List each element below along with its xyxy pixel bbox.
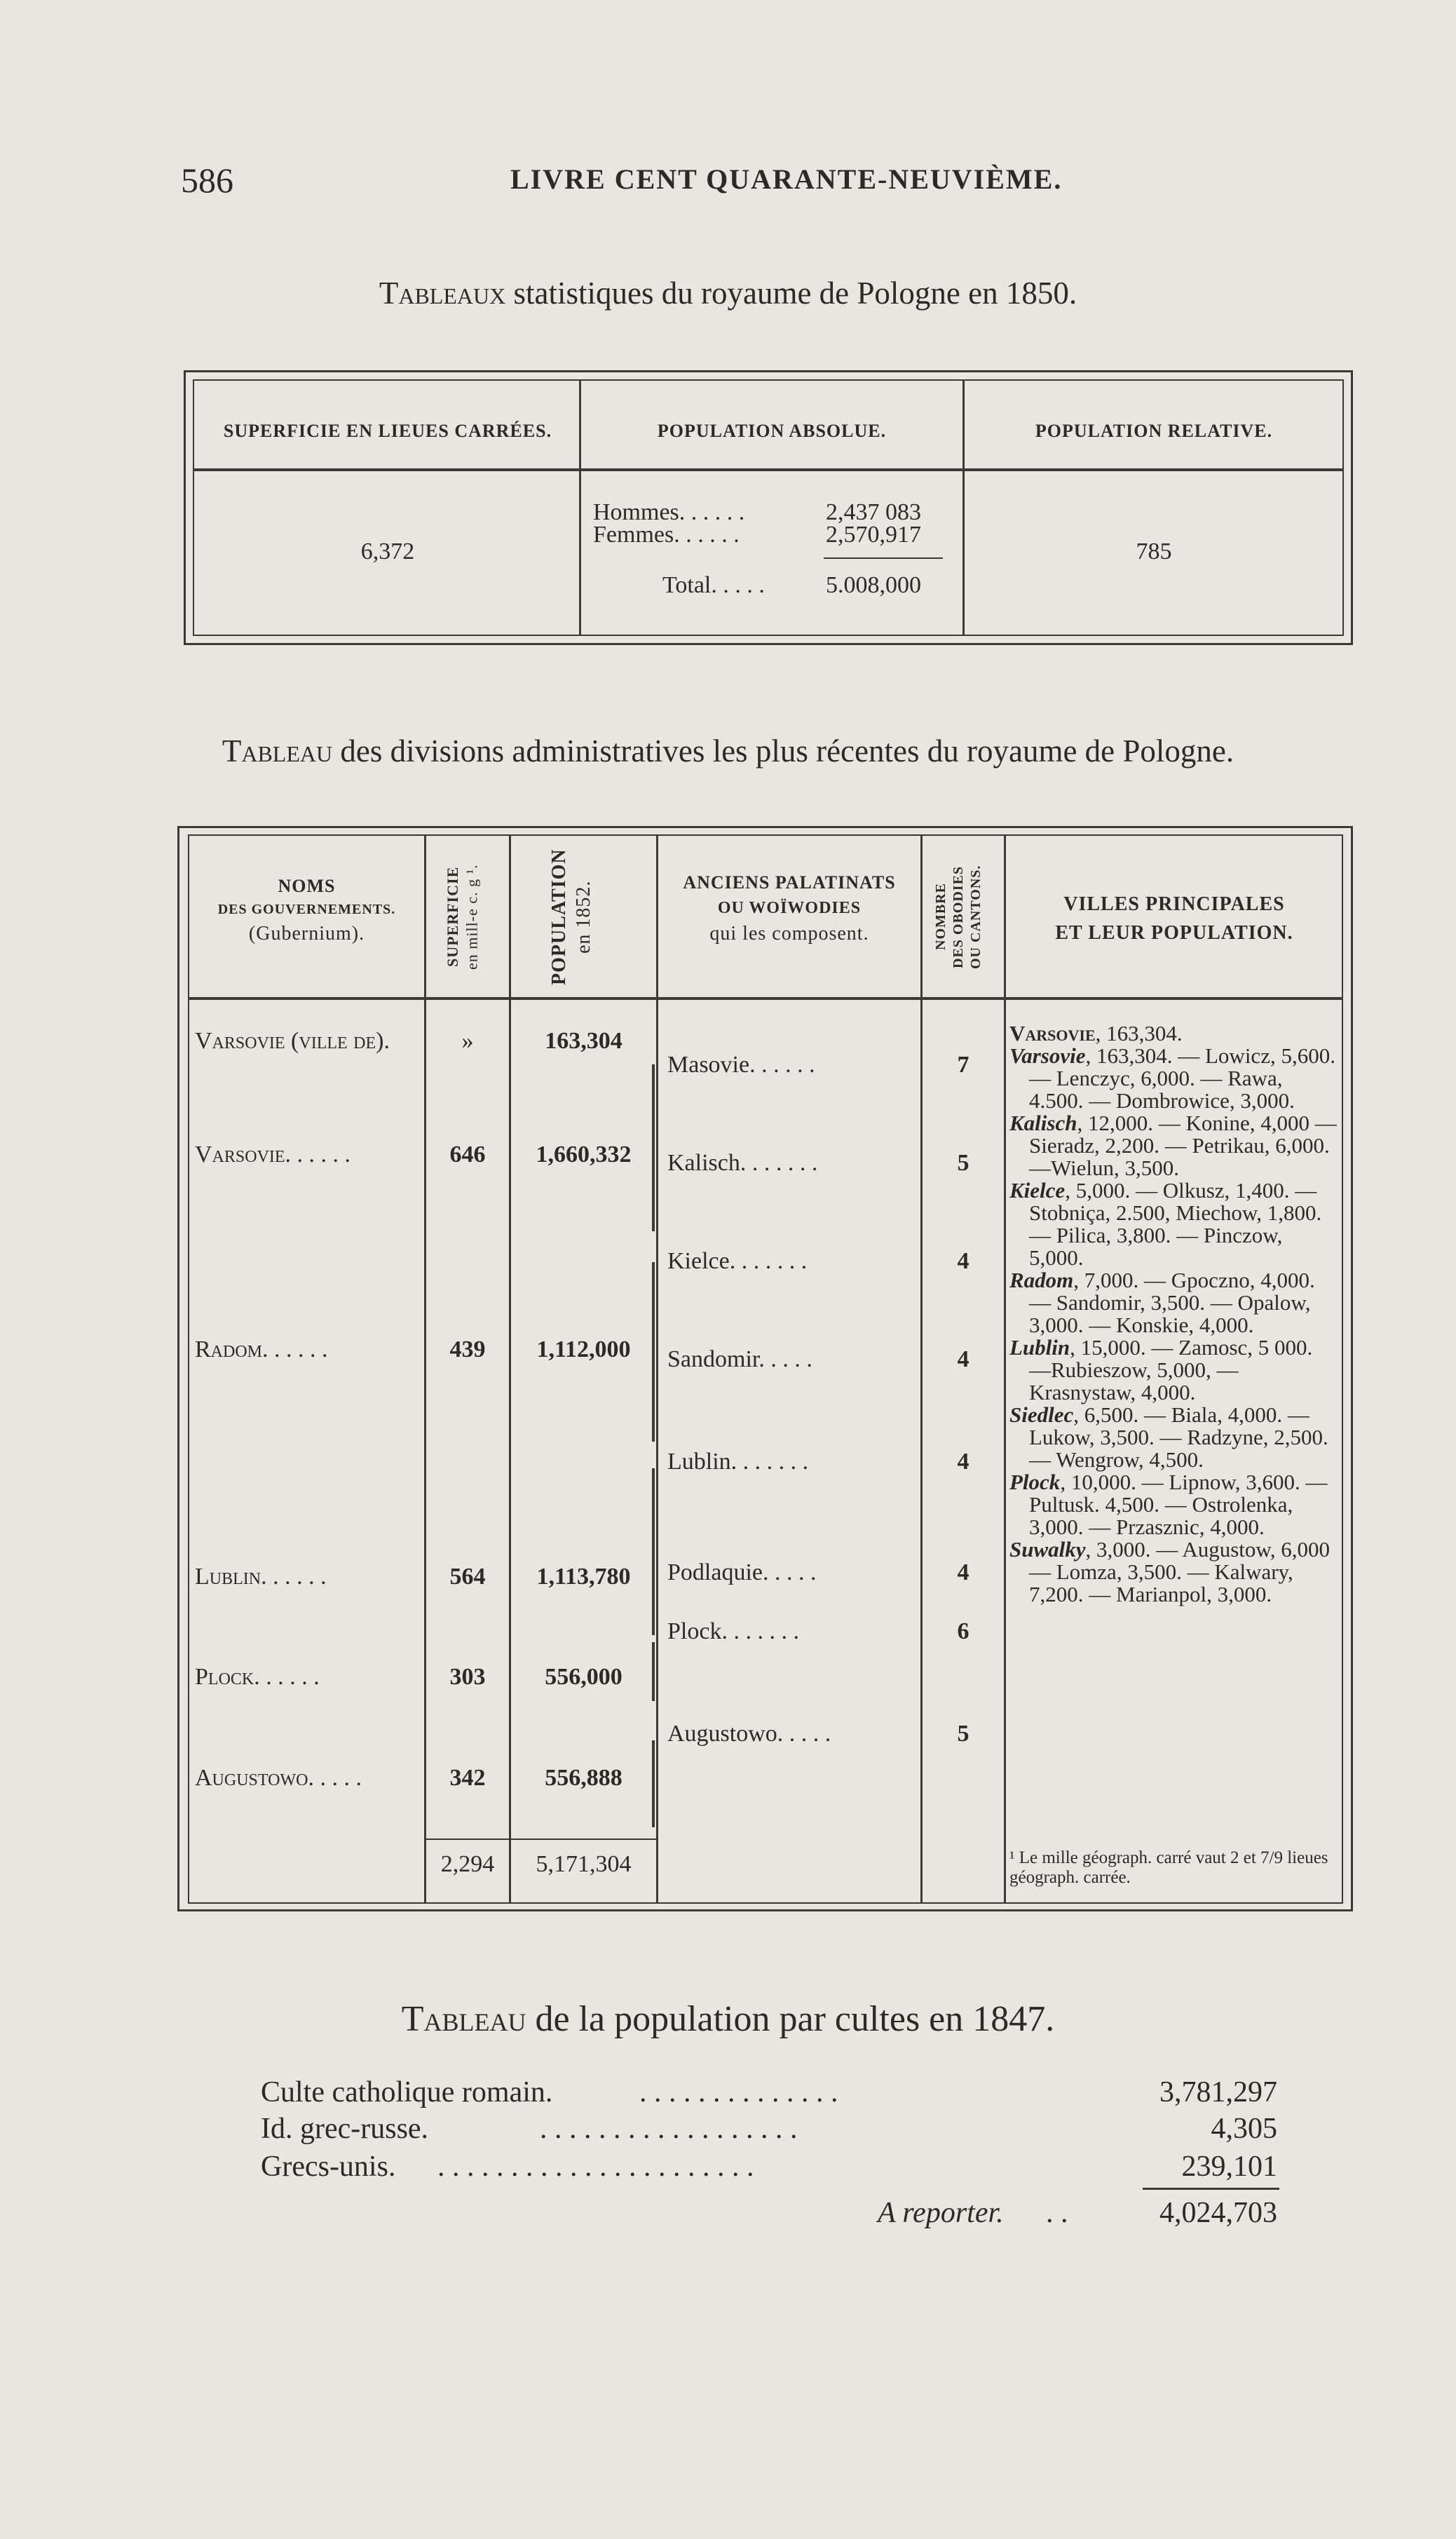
palatinat-kielce-count: 4 [957,1248,969,1274]
gov-row-augustowo: Augustowo. . . . . [195,1765,362,1791]
town-text: , 163,304. [1095,1021,1183,1045]
palatinat-kalisch: Kalisch. . . . . . . [667,1150,818,1176]
gov-row-lublin-sup: 564 [449,1564,486,1590]
town-text: , 12,000. — Konine, 4,000 — Sieradz, 2,200. — Petrikau, 6,000.—Wielun, 3,500. [1029,1111,1337,1180]
table2-header-nombre [932,838,985,996]
town-lead: Plock [1009,1470,1061,1494]
palatinat-lublin-count: 4 [957,1449,969,1475]
table1-header-population: POPULATION ABSOLUE. [657,421,887,441]
header-superficie-line2: en mill-e c. g ¹. [463,864,481,970]
cult-label: Culte catholique romain. [261,2076,553,2108]
palatinat-podlaquie-count: 4 [957,1559,969,1585]
table2-title [0,733,1456,769]
table2-title-prefix: Tableau [222,733,333,769]
carry-value: 4,024,703 [1159,2197,1277,2229]
table1-header-relative: POPULATION RELATIVE. [1035,421,1273,441]
table1-relative-value: 785 [1136,539,1172,564]
table2-header-population [547,838,596,996]
gov-row-varsovie-sup: 646 [449,1142,486,1167]
town-entry [1009,1404,1339,1471]
table2-header-rule [188,997,1343,1000]
town-text: , 15,000. — Zamosc, 5 000. —Rubieszow, 5,000, — Krasnystaw, 4,000. [1029,1335,1313,1404]
header-noms-line3: (Gubernium). [248,922,365,944]
cult-row-greek-russian [261,2112,1277,2147]
leader-dots: . . . . . . . . . . . . . . . . . . [540,2113,798,2145]
palatinat-augustowo-count: 5 [957,1721,969,1747]
leader-dots: . . . . . . . . . . . . . . . . . . . . . . [437,2151,754,2183]
town-entry [1009,1112,1339,1179]
cult-value: 239,101 [1181,2151,1277,2183]
header-palatinats-line1: ANCIENS PALATINATS [683,872,896,893]
table1-sum-rule [824,557,943,559]
gov-row-lublin-pop: 1,113,780 [536,1564,631,1590]
town-entry [1009,1269,1339,1336]
carry-rule [1143,2188,1279,2190]
town-text: , 163,304. — Lowicz, 5,600. — Lenczyc, 6,000. — Rawa, 4.500. — Dombrowice, 3,000. [1029,1043,1335,1113]
town-lead: Kielce [1009,1178,1066,1203]
table1-total-label: Total. . . . . [662,572,765,598]
palatinat-lublin: Lublin. . . . . . . [667,1449,809,1475]
gov-row-varsovie-pop: 1,660,332 [536,1142,632,1167]
header-nombre-line1: NOMBRE [933,883,948,951]
palatinat-kalisch-count: 5 [957,1150,969,1176]
table1-total-value: 5.008,000 [826,572,921,598]
town-entry [1009,1179,1339,1269]
cult-row-greek-united [261,2150,1277,2185]
header-palatinats-line2: OU WOÏWODIES [717,898,862,917]
gov-row-radom-sup: 439 [449,1336,486,1362]
header-superficie-line1: SUPERFICIE [444,866,461,968]
table2-total-pop: 5,171,304 [536,1851,632,1877]
town-entry [1009,1471,1339,1538]
table1-title-rest: statistiques du royaume de Pologne en 1850. [505,276,1077,311]
table2-col-divider-5 [1004,834,1006,1904]
brace-augustowo [652,1740,655,1827]
table2-col-divider-2 [509,834,511,1904]
header-population-line2: en 1852. [573,880,594,954]
palatinat-plock: Plock. . . . . . . [667,1618,799,1644]
palatinat-kielce: Kielce. . . . . . . [667,1248,808,1274]
table2-footnote: ¹ Le mille géograph. carré vaut 2 et 7/9 lieues géograph. carrée. [1009,1848,1328,1887]
cult-label: Grecs-unis. [261,2151,396,2183]
table2-total-rule [426,1839,656,1840]
gov-row-radom: Radom. . . . . . [195,1336,328,1362]
table2-header-villes [1006,891,1342,947]
header-noms-line1: NOMS [278,876,336,896]
cult-row-catholic [261,2076,1277,2111]
town-lead: Varsovie [1009,1021,1096,1045]
gov-row-lublin: Lublin. . . . . . [195,1564,327,1590]
town-lead: Radom [1009,1268,1074,1292]
gov-row-plock-sup: 303 [449,1664,486,1690]
town-entry [1009,1336,1339,1404]
header-nombre-line3: OU CANTONS. [968,865,984,969]
header-villes-line1: VILLES PRINCIPALES [1063,893,1285,915]
town-text: , 3,000. — Augustow, 6,000 — Lomza, 3,500. — Kalwary, 7,200. — Marianpol, 3,000. [1029,1537,1331,1606]
table1-col-divider-2 [962,379,965,636]
gov-row-varsovie-ville: Varsovie (ville de). [195,1028,390,1054]
palatinat-sandomir: Sandomir. . . . . [667,1346,812,1372]
table1-title-prefix: Tableaux [379,276,506,311]
table3-title-prefix: Tableau [401,1999,526,2039]
table1-men-value: 2,437 083 [826,499,921,525]
header-villes-line2: ET LEUR POPULATION. [1055,921,1293,944]
palatinat-masovie: Masovie. . . . . . [667,1052,815,1078]
cult-value: 4,305 [1211,2113,1277,2145]
cult-value: 3,781,297 [1159,2076,1277,2108]
table2-header-superficie [443,838,482,996]
palatinat-masovie-count: 7 [957,1052,969,1078]
table3-title-rest: de la population par cultes en 1847. [526,1999,1055,2039]
gov-row-varsovie: Varsovie. . . . . . [195,1142,351,1167]
brace-plock [652,1642,655,1701]
cult-row-carry [261,2196,1277,2231]
leader-dots: . . . . . . . . . . . . . . [639,2076,838,2108]
table1-frame [193,379,1344,636]
palatinat-podlaquie: Podlaquie. . . . . [667,1559,817,1585]
table1-header-superficie: SUPERFICIE EN LIEUES CARRÉES. [223,421,552,441]
table2-title-rest: des divisions administratives les plus récentes du royaume de Pologne. [332,733,1234,769]
gov-row-plock-pop: 556,000 [545,1664,622,1690]
town-text: , 10,000. — Lipnow, 3,600. — Pultusk. 4,500. — Ostrolenka, 3,000. — Przasznic, 4,000. [1029,1470,1328,1539]
gov-row-augustowo-pop: 556,888 [545,1765,622,1791]
palatinat-plock-count: 6 [957,1618,969,1644]
town-entry [1009,1022,1339,1045]
table2-header-noms [189,873,424,948]
table1-title [0,275,1456,311]
gov-row-varsovie-ville-pop: 163,304 [545,1028,622,1054]
town-text: , 5,000. — Olkusz, 1,400. — Stobniça, 2.500, Miechow, 1,800. — Pilica, 3,800. — Pinczow, 5,000. [1029,1178,1322,1270]
palatinat-augustowo: Augustowo. . . . . [667,1721,831,1747]
cult-label: Id. grec-russe. [261,2113,429,2145]
town-lead: Kalisch [1009,1111,1077,1135]
table3-title [0,1998,1456,2040]
town-lead: Suwalky [1009,1537,1086,1562]
town-lead: Varsovie [1009,1043,1086,1068]
palatinat-sandomir-count: 4 [957,1346,969,1372]
page-number: 586 [181,161,233,200]
header-palatinats-line3: qui les composent. [709,923,869,945]
table2-col-divider-3 [656,834,658,1904]
town-entry [1009,1045,1339,1112]
table1-men-label: Hommes. . . . . . [593,499,745,525]
table2-col-divider-1 [424,834,426,1904]
gov-row-plock: Plock. . . . . . [195,1664,320,1690]
town-lead: Siedlec [1009,1402,1074,1427]
carry-label: A reporter. [878,2197,1004,2229]
leader-dots: . . [1046,2197,1068,2229]
brace-varsovie [652,1064,655,1231]
header-nombre-line2: DES OBODIES [951,865,966,968]
brace-lublin [652,1468,655,1635]
gov-row-varsovie-ville-sup: » [461,1028,474,1054]
table1-superficie-value: 6,372 [360,539,415,564]
town-text: , 7,000. — Gpoczno, 4,000. — Sandomir, 3,500. — Opalow, 3,000. — Konskie, 4,000. [1029,1268,1315,1337]
table2-header-palatinats [658,869,920,949]
table1-header-rule [193,468,1344,471]
town-text: , 6,500. — Biala, 4,000. — Lukow, 3,500. — Radzyne, 2,500. — Wengrow, 4,500. [1029,1402,1328,1472]
brace-radom [652,1262,655,1442]
table1-women-label: Femmes. . . . . . [593,522,740,548]
table1-col-divider-1 [579,379,581,636]
gov-row-augustowo-sup: 342 [449,1765,486,1791]
table1-women-value: 2,570,917 [826,522,921,548]
town-lead: Lublin [1009,1335,1070,1360]
header-noms-line2: DES GOUVERNEMENTS. [217,901,396,917]
running-head: LIVRE CENT QUARANTE-NEUVIÈME. [510,163,1063,195]
table2-total-sup: 2,294 [440,1851,495,1877]
gov-row-radom-pop: 1,112,000 [536,1336,631,1362]
town-entry [1009,1538,1339,1606]
towns-column [1009,1022,1339,1606]
header-population-line1: POPULATION [548,848,570,985]
